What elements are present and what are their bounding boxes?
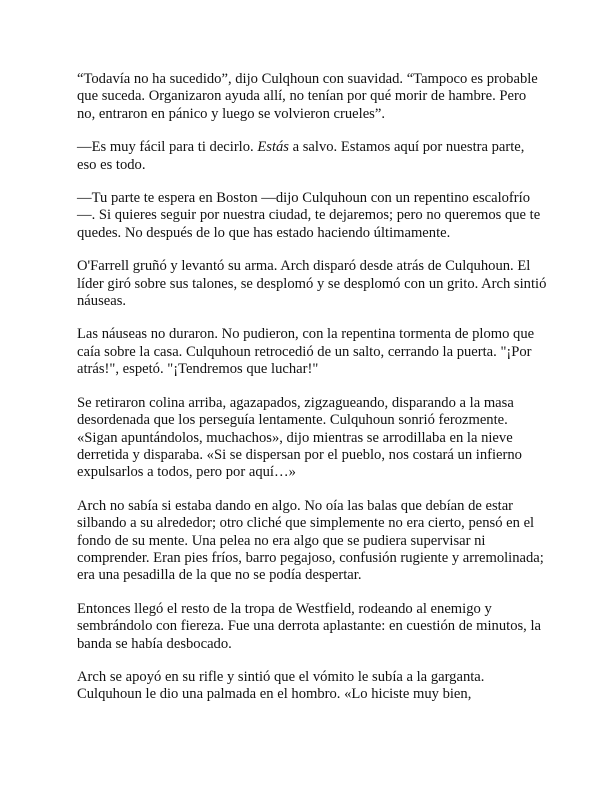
paragraph-text: a salvo. Estamos aquí por nuestra parte, eso es todo.: [77, 139, 525, 173]
paragraph: Entonces llegó el resto de la tropa de Westfield, rodeando al enemigo y sembrándolo con fiereza. Fue una derrota aplastante: en cuestión de minutos, la banda se había desbocado.: [77, 600, 541, 652]
paragraph: Arch se apoyó en su rifle y sintió que el vómito le subía a la garganta. Culquhoun le dio una palmada en el hombro. «Lo hiciste muy bien,: [77, 668, 485, 703]
paragraph: O'Farrell gruñó y levantó su arma. Arch disparó desde atrás de Culquhoun. El líder giró sobre sus talones, se desplomó y se desplomó con un grito. Arch sintió náuseas.: [77, 258, 547, 310]
paragraph: Arch no sabía si estaba dando en algo. No oía las balas que debían de estar silbando a su alrededor; otro cliché que simplemente no era cierto, pensó en el fondo de su mente. Una pelea no era algo que se pudiera supervisar ni comprender. Eran pies fríos, barro pegajoso, confusión rugiente y arremolinada; era una pesadilla de la que no se podía despertar.: [77, 497, 544, 584]
paragraph: Se retiraron colina arriba, agazapados, zigzagueando, disparando a la masa desordenada que los perseguía lentamente. Culquhoun sonrió ferozmente. «Sigan apuntándolos, muchachos», dijo mientras se arrodillaba en la nieve derretida y disparaba. «Si se dispersan por el pueblo, nos costará un infierno expulsarlos a todos, pero por aquí…»: [77, 394, 522, 481]
paragraph: “Todavía no ha sucedido”, dijo Culqhoun con suavidad. “Tampoco es probable que suceda. Organizaron ayuda allí, no tenían por qué morir de hambre. Pero no, entraron en pánico y luego se volvieron crueles”.: [77, 71, 538, 122]
paragraph: Las náuseas no duraron. No pudieron, con la repentina tormenta de plomo que caía sobre la casa. Culquhoun retrocedió de un salto, cerrando la puerta. "¡Por atrás!", espetó. "¡Tendremos que luchar!": [77, 326, 535, 378]
paragraph: —Tu parte te espera en Boston —dijo Culquhoun con un repentino escalofrío—. Si quieres seguir por nuestra ciudad, te dejaremos; pero no queremos que te quedes. No después de lo que has estado haciendo últimamente.: [77, 190, 541, 241]
paragraph: [77, 139, 547, 174]
emphasized-word: Estás: [257, 139, 289, 156]
paragraph-text: —Es muy fácil para ti decirlo.: [77, 139, 258, 156]
body-text: [77, 71, 547, 720]
